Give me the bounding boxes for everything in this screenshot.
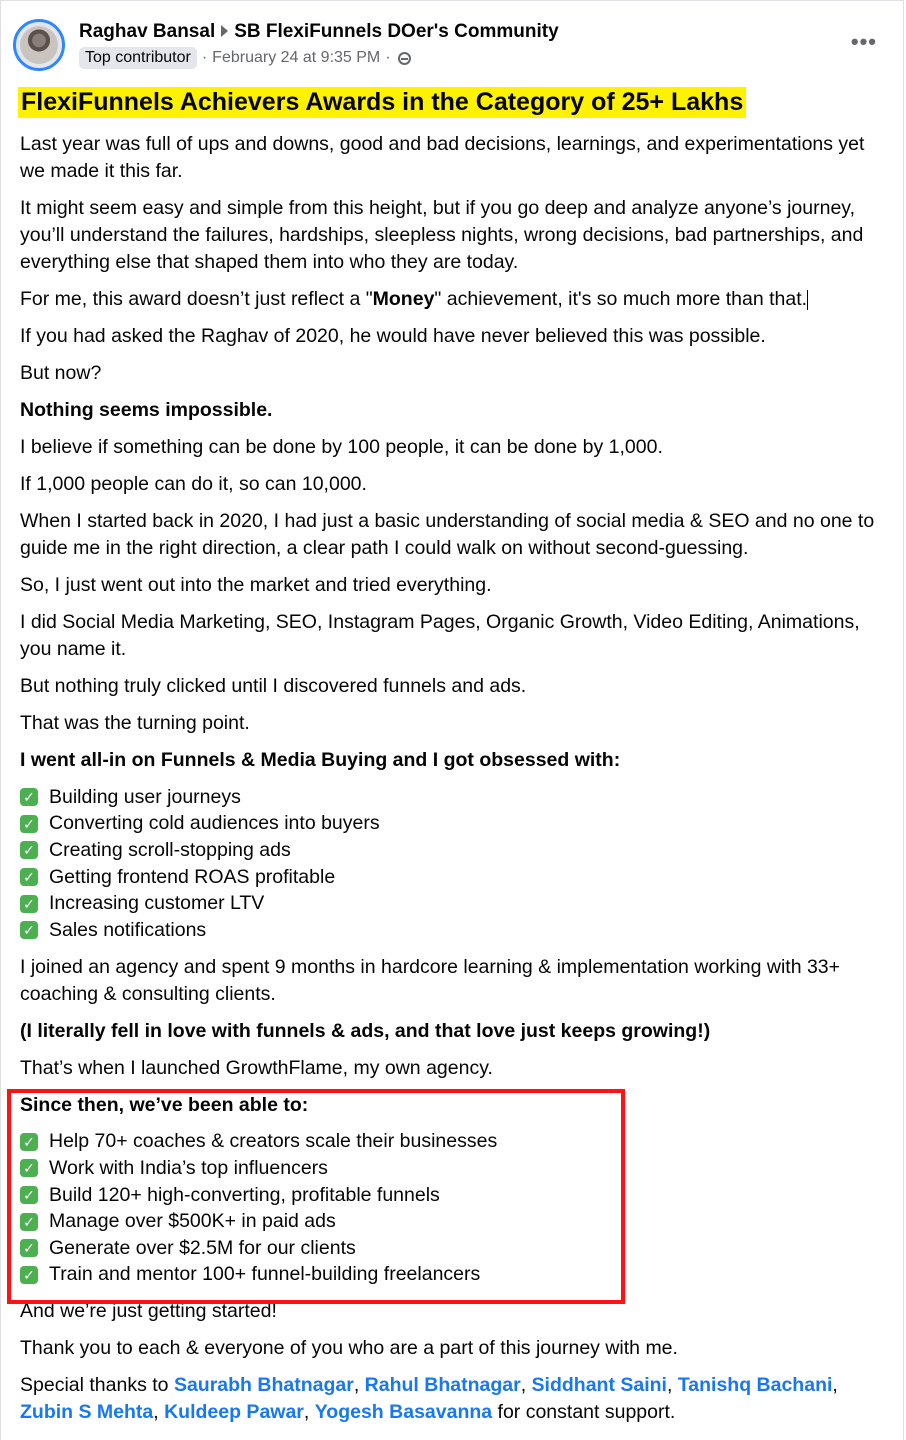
paragraph-bold bbox=[20, 1092, 890, 1119]
tagged-person-link[interactable]: Tanishq Bachani bbox=[677, 1374, 833, 1397]
list-item bbox=[20, 890, 890, 917]
list-item bbox=[20, 837, 890, 864]
list-item-text: Building user journeys bbox=[49, 785, 241, 808]
achievements-list bbox=[20, 1129, 890, 1289]
post-author-line bbox=[79, 21, 559, 43]
top-contributor-badge[interactable]: Top contributor bbox=[79, 47, 197, 69]
paragraph: But nothing truly clicked until I discovered funnels and ads. bbox=[20, 675, 527, 697]
group-name[interactable]: SB FlexiFunnels DOer's Community bbox=[234, 21, 559, 42]
paragraph: That was the turning point. bbox=[20, 712, 250, 734]
list-item bbox=[20, 1155, 890, 1182]
list-item-text: Increasing customer LTV bbox=[49, 892, 265, 915]
triangle-right-icon bbox=[221, 25, 228, 37]
tagged-person-link[interactable]: Rahul Bhatnagar bbox=[364, 1374, 521, 1397]
list-item-text: Getting frontend ROAS profitable bbox=[49, 865, 336, 888]
text-run: Special thanks to bbox=[20, 1374, 174, 1397]
list-item-text: Help 70+ coaches & creators scale their businesses bbox=[49, 1130, 498, 1153]
avatar-photo bbox=[20, 26, 58, 64]
bold-text: (I literally fell in love with funnels & ads, and that love just keeps growing!) bbox=[20, 1019, 711, 1042]
tagged-person-link[interactable]: Kuldeep Pawar bbox=[164, 1401, 304, 1424]
paragraph-bold bbox=[20, 397, 890, 424]
paragraph: If 1,000 people can do it, so can 10,000. bbox=[20, 473, 367, 495]
bold-text: I went all-in on Funnels & Media Buying and I got obsessed with: bbox=[20, 749, 621, 771]
paragraph: And we’re just getting started! bbox=[20, 1300, 277, 1323]
check-mark-icon: ✓ bbox=[20, 895, 38, 913]
text-run: for constant support. bbox=[492, 1401, 676, 1424]
list-item bbox=[20, 1208, 890, 1235]
paragraph: I believe if something can be done by 100 people, it can be done by 1,000. bbox=[20, 436, 663, 458]
bold-text: Since then, we’ve been able to: bbox=[20, 1093, 309, 1116]
author-name[interactable]: Raghav Bansal bbox=[79, 21, 216, 42]
list-item-text: Converting cold audiences into buyers bbox=[49, 812, 380, 835]
post-title: FlexiFunnels Achievers Awards in the Category of 25+ Lakhs bbox=[18, 87, 746, 118]
tagged-person-link[interactable]: Siddhant Saini bbox=[531, 1374, 667, 1397]
list-item bbox=[20, 811, 890, 838]
text-cursor bbox=[807, 290, 808, 310]
list-item-text: Generate over $2.5M for our clients bbox=[49, 1236, 356, 1259]
paragraph: When I started back in 2020, I had just a basic understanding of social media & SEO and no one to guide me in the right direction, a clear path I could walk on without second-guessing. bbox=[20, 510, 875, 559]
list-item bbox=[20, 784, 890, 811]
paragraph-bold bbox=[20, 747, 890, 774]
paragraph-bold bbox=[20, 1018, 890, 1045]
list-item-text: Sales notifications bbox=[49, 918, 207, 941]
paragraph: If you had asked the Raghav of 2020, he would have never believed this was possible. bbox=[20, 325, 766, 347]
check-mark-icon: ✓ bbox=[20, 1133, 38, 1151]
audience-globe-icon[interactable] bbox=[398, 52, 411, 65]
paragraph: But now? bbox=[20, 362, 102, 384]
list-item bbox=[20, 864, 890, 891]
check-mark-icon: ✓ bbox=[20, 1186, 38, 1204]
check-mark-icon: ✓ bbox=[20, 788, 38, 806]
list-item-text: Manage over $500K+ in paid ads bbox=[49, 1210, 336, 1233]
check-mark-icon: ✓ bbox=[20, 1213, 38, 1231]
meta-separator: · bbox=[201, 49, 208, 66]
check-mark-icon: ✓ bbox=[20, 921, 38, 939]
tagged-person-link[interactable]: Zubin S Mehta bbox=[20, 1401, 154, 1424]
post-body bbox=[20, 131, 890, 1436]
list-item bbox=[20, 1235, 890, 1262]
check-mark-icon: ✓ bbox=[20, 1239, 38, 1257]
check-mark-icon: ✓ bbox=[20, 815, 38, 833]
list-item bbox=[20, 1262, 890, 1289]
list-item bbox=[20, 1129, 890, 1156]
paragraph: So, I just went out into the market and tried everything. bbox=[20, 574, 492, 596]
list-item-text: Train and mentor 100+ funnel-building freelancers bbox=[49, 1263, 481, 1286]
check-mark-icon: ✓ bbox=[20, 1159, 38, 1177]
paragraph bbox=[20, 286, 890, 313]
bold-text: Money bbox=[372, 288, 435, 310]
tagged-person-link[interactable]: Yogesh Basavanna bbox=[314, 1401, 493, 1424]
check-mark-icon: ✓ bbox=[20, 841, 38, 859]
paragraph: It might seem easy and simple from this height, but if you go deep and analyze anyone’s journey, you’ll understand the failures, hardships, sleepless nights, wrong decisions, bad partnerships, and everything else that shaped them into who they are today. bbox=[20, 197, 864, 273]
list-item-text: Work with India’s top influencers bbox=[49, 1156, 328, 1179]
tagged-person-link[interactable]: Saurabh Bhatnagar bbox=[173, 1374, 354, 1397]
more-options-button[interactable]: ••• bbox=[850, 29, 877, 54]
list-item-text: Build 120+ high-converting, profitable funnels bbox=[49, 1183, 440, 1206]
text-run: " achievement, it's so much more than that. bbox=[434, 288, 808, 310]
paragraph: I did Social Media Marketing, SEO, Instagram Pages, Organic Growth, Video Editing, Animations, you name it. bbox=[20, 611, 860, 660]
list-item-text: Creating scroll-stopping ads bbox=[49, 838, 291, 861]
bold-text: Nothing seems impossible. bbox=[20, 399, 273, 421]
paragraph: Last year was full of ups and downs, good and bad decisions, learnings, and experimentations yet we made it this far. bbox=[20, 133, 865, 182]
author-avatar[interactable] bbox=[13, 19, 65, 71]
paragraph: I joined an agency and spent 9 months in hardcore learning & implementation working with 33+ coaching & consulting clients. bbox=[20, 955, 841, 1005]
list-item bbox=[20, 1182, 890, 1209]
paragraph: Thank you to each & everyone of you who are a part of this journey with me. bbox=[20, 1337, 678, 1360]
post-timestamp[interactable]: February 24 at 9:35 PM bbox=[212, 49, 381, 66]
post-meta bbox=[79, 47, 411, 69]
obsessions-list bbox=[20, 784, 890, 944]
list-item bbox=[20, 917, 890, 944]
post-header bbox=[1, 1, 905, 81]
check-mark-icon: ✓ bbox=[20, 868, 38, 886]
check-mark-icon: ✓ bbox=[20, 1266, 38, 1284]
text-run: For me, this award doesn’t just reflect a " bbox=[20, 288, 373, 310]
paragraph: That’s when I launched GrowthFlame, my own agency. bbox=[20, 1056, 493, 1079]
meta-separator: · bbox=[385, 49, 391, 66]
thanks-paragraph: Special thanks to Saurabh Bhatnagar, Rahul Bhatnagar, Siddhant Saini, Tanishq Bachani, Zubin S Mehta, Kuldeep Pawar, Yogesh Basavanna for constant support. bbox=[20, 1374, 838, 1424]
